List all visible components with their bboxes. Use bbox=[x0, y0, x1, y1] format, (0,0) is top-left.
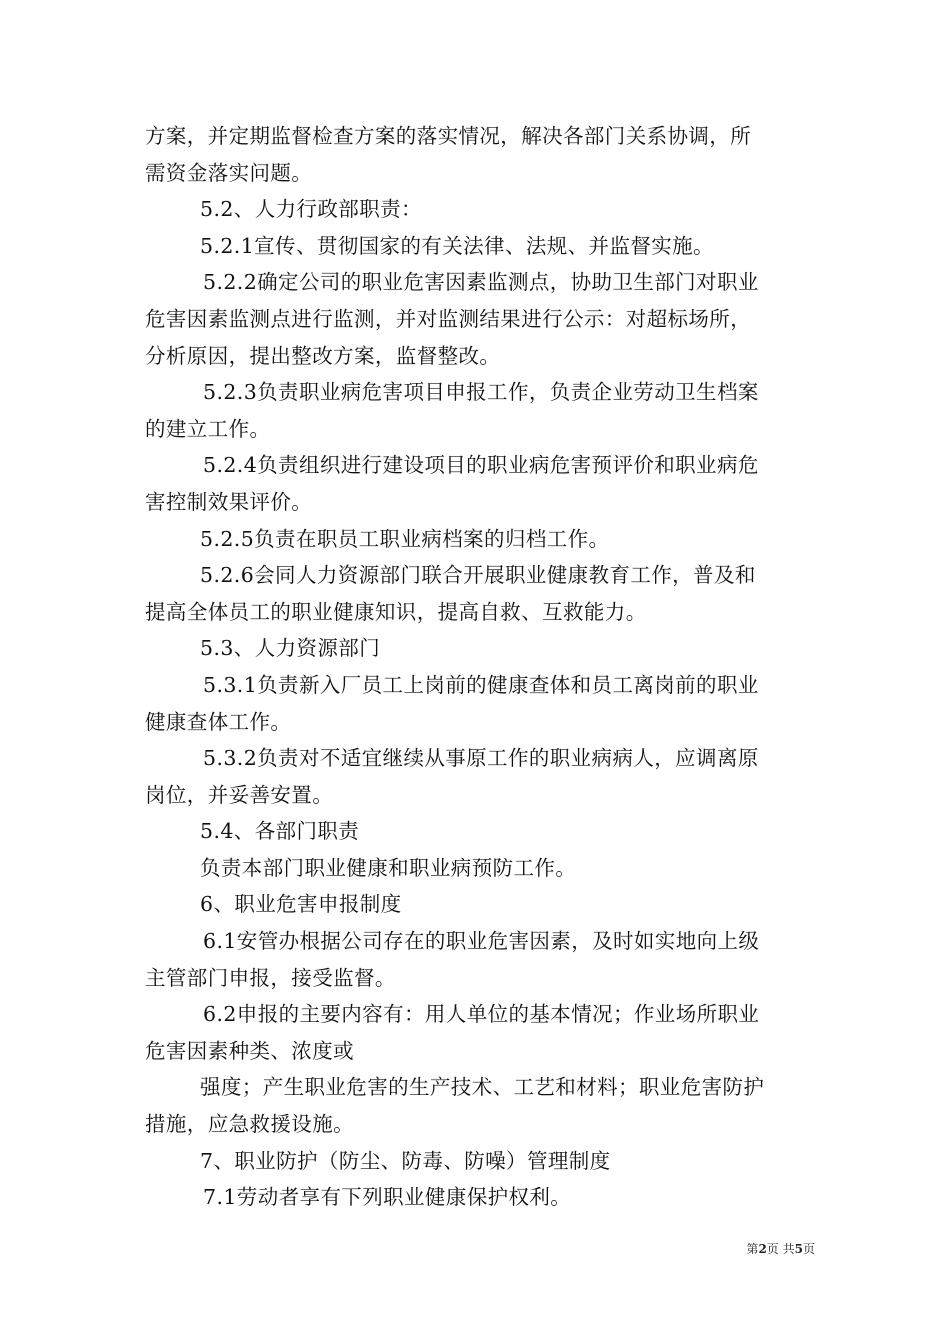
text-line: 危害因素监测点进行监测，并对监测结果进行公示：对超标场所， bbox=[145, 306, 752, 331]
text-line: 5.2.6会同人力资源部门联合开展职业健康教育工作，普及和 bbox=[200, 563, 756, 588]
text-line: 5.2.5负责在职员工职业病档案的归档工作。 bbox=[200, 526, 610, 551]
section-heading: 6、职业危害申报制度 bbox=[200, 892, 402, 917]
text-line: 6.2申报的主要内容有：用人单位的基本情况；作业场所职业 bbox=[203, 1002, 760, 1027]
section-heading: 5.4、各部门职责 bbox=[200, 819, 360, 844]
text-line: 措施，应急救援设施。 bbox=[145, 1112, 354, 1137]
text-line: 6.1安管办根据公司存在的职业危害因素，及时如实地向上级 bbox=[203, 929, 760, 954]
text-line: 5.2.1宣传、贯彻国家的有关法律、法规、并监督实施。 bbox=[200, 233, 714, 258]
body-text bbox=[145, 118, 810, 1216]
text-line: 岗位，并妥善安置。 bbox=[145, 782, 334, 807]
text-line: 5.3.1负责新入厂员工上岗前的健康查体和员工离岗前的职业 bbox=[203, 672, 759, 697]
text-line: 5.2.4负责组织进行建设项目的职业病危害预评价和职业病危 bbox=[203, 453, 759, 478]
section-heading: 7、职业防护（防尘、防毒、防噪）管理制度 bbox=[200, 1148, 611, 1173]
current-page-number: 2 bbox=[758, 1242, 767, 1256]
text-line: 7.1劳动者享有下列职业健康保护权利。 bbox=[203, 1185, 572, 1210]
footer-middle: 页 共 bbox=[766, 1242, 795, 1256]
text-line: 分析原因，提出整改方案，监督整改。 bbox=[145, 343, 501, 368]
footer-suffix: 页 bbox=[802, 1242, 815, 1256]
text-line: 方案，并定期监督检查方案的落实情况，解决各部门关系协调，所 bbox=[145, 124, 752, 148]
section-heading: 5.3、人力资源部门 bbox=[200, 636, 381, 661]
text-line: 5.2.3负责职业病危害项目申报工作，负责企业劳动卫生档案 bbox=[203, 380, 759, 405]
text-line: 主管部门申报，接受监督。 bbox=[145, 965, 396, 990]
text-line: 负责本部门职业健康和职业病预防工作。 bbox=[200, 855, 577, 880]
text-line: 害控制效果评价。 bbox=[145, 489, 313, 514]
text-line: 需资金落实问题。 bbox=[145, 160, 313, 185]
total-pages: 5 bbox=[794, 1242, 803, 1256]
footer-prefix: 第 bbox=[746, 1242, 759, 1256]
text-line: 危害因素种类、浓度或 bbox=[145, 1038, 354, 1063]
page-footer bbox=[705, 1241, 815, 1257]
text-line: 的建立工作。 bbox=[145, 416, 271, 441]
text-line: 5.2.2确定公司的职业危害因素监测点，协助卫生部门对职业 bbox=[203, 270, 759, 295]
section-heading: 5.2、人力行政部职责： bbox=[200, 197, 422, 222]
text-line: 提高全体员工的职业健康知识，提高自救、互救能力。 bbox=[145, 599, 647, 624]
text-line: 5.3.2负责对不适宜继续从事原工作的职业病病人，应调离原 bbox=[203, 746, 759, 771]
text-line: 强度；产生职业危害的生产技术、工艺和材料；职业危害防护 bbox=[200, 1075, 765, 1100]
text-line: 健康查体工作。 bbox=[145, 709, 292, 734]
